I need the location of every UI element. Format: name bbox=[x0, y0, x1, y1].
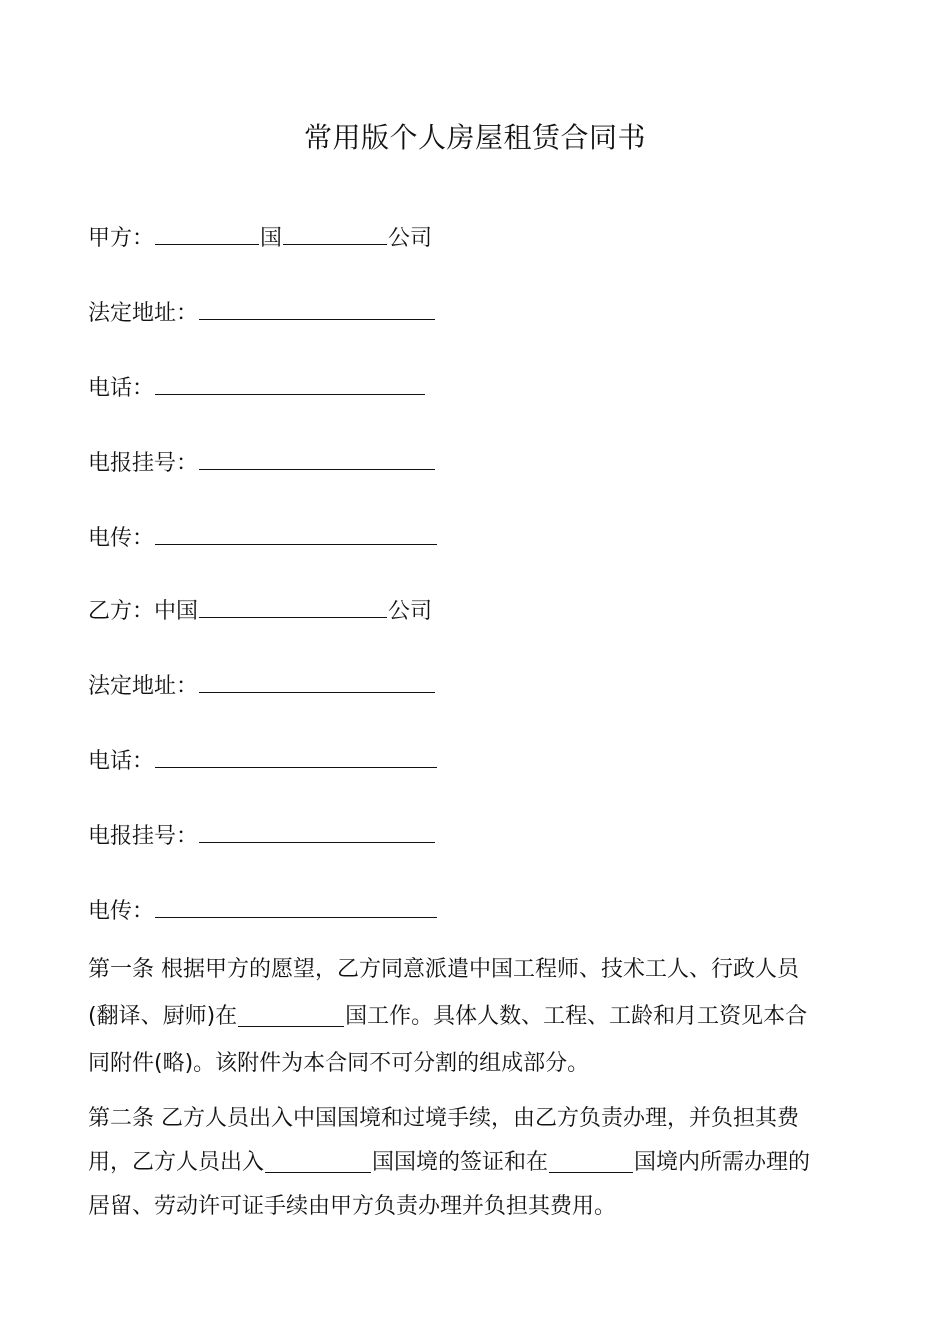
party-b-phone-label: 电话： bbox=[88, 749, 155, 774]
party-b-telegraph-line bbox=[88, 816, 436, 850]
party-a-address-blank[interactable] bbox=[199, 293, 435, 320]
party-b-telegraph-label: 电报挂号： bbox=[88, 824, 199, 849]
party-b-company-blank[interactable] bbox=[199, 591, 387, 618]
party-a-label: 甲方： bbox=[88, 226, 155, 251]
article-1-line-1: 第一条 根据甲方的愿望，乙方同意派遣中国工程师、技术工人、行政人员 bbox=[88, 957, 799, 982]
party-b-label: 乙方： bbox=[88, 599, 155, 624]
party-a-telex-label: 电传： bbox=[88, 526, 155, 551]
party-b-country-prefix: 中国 bbox=[154, 599, 199, 624]
contract-title: 常用版个人房屋租赁合同书 bbox=[303, 121, 646, 154]
article-2-line-2-start: 用，乙方人员出入 bbox=[88, 1150, 265, 1175]
party-a-country-suffix: 国 bbox=[260, 226, 283, 251]
party-b-telex-blank[interactable] bbox=[155, 891, 437, 918]
article-1-line-2 bbox=[88, 992, 864, 1042]
party-b-phone-line bbox=[88, 741, 438, 775]
article-1-country-blank[interactable] bbox=[238, 1000, 344, 1027]
party-b-telex-label: 电传： bbox=[88, 899, 155, 924]
party-a-address-label: 法定地址： bbox=[88, 301, 199, 326]
party-b-telex-line bbox=[88, 891, 438, 925]
article-2-line-2 bbox=[88, 1141, 864, 1185]
article-2-line-1: 第二条 乙方人员出入中国国境和过境手续，由乙方负责办理，并负担其费 bbox=[88, 1106, 799, 1131]
party-a-telex-line bbox=[88, 518, 438, 552]
article-2-line-2-end: 国境内所需办理的 bbox=[634, 1150, 811, 1175]
party-a-phone-line bbox=[88, 368, 426, 402]
party-b-address-blank[interactable] bbox=[199, 666, 435, 693]
party-b-phone-blank[interactable] bbox=[155, 741, 437, 768]
article-2-line-2-middle: 国国境的签证和在 bbox=[372, 1150, 549, 1175]
article-2 bbox=[88, 1097, 864, 1229]
party-b-telegraph-blank[interactable] bbox=[199, 816, 435, 843]
party-b-company-suffix: 公司 bbox=[388, 599, 433, 624]
party-a-telegraph-line bbox=[88, 443, 436, 477]
article-1-line-2-end: 国工作。具体人数、工程、工龄和月工资见本合 bbox=[345, 1004, 808, 1029]
party-a-telegraph-blank[interactable] bbox=[199, 443, 435, 470]
party-b-address-label: 法定地址： bbox=[88, 674, 199, 699]
party-b-line bbox=[88, 591, 432, 625]
article-2-entry-country-blank[interactable] bbox=[265, 1146, 371, 1173]
party-a-telex-blank[interactable] bbox=[155, 518, 437, 545]
party-a-address-line bbox=[88, 293, 436, 327]
party-a-phone-label: 电话： bbox=[88, 376, 155, 401]
article-1-line-2-start: (翻译、厨师)在 bbox=[88, 1004, 238, 1029]
party-b-address-line bbox=[88, 666, 436, 700]
party-a-telegraph-label: 电报挂号： bbox=[88, 451, 199, 476]
party-a-company-blank[interactable] bbox=[283, 218, 387, 245]
party-a-phone-blank[interactable] bbox=[155, 368, 425, 395]
party-a-company-suffix: 公司 bbox=[388, 226, 433, 251]
party-a-line bbox=[88, 218, 432, 252]
party-a-country-blank[interactable] bbox=[155, 218, 259, 245]
article-1 bbox=[88, 948, 864, 1086]
article-2-residence-country-blank[interactable] bbox=[549, 1146, 633, 1173]
article-2-line-3: 居留、劳动许可证手续由甲方负责办理并负担其费用。 bbox=[88, 1194, 617, 1219]
article-1-line-3: 同附件(略)。该附件为本合同不可分割的组成部分。 bbox=[88, 1051, 590, 1076]
